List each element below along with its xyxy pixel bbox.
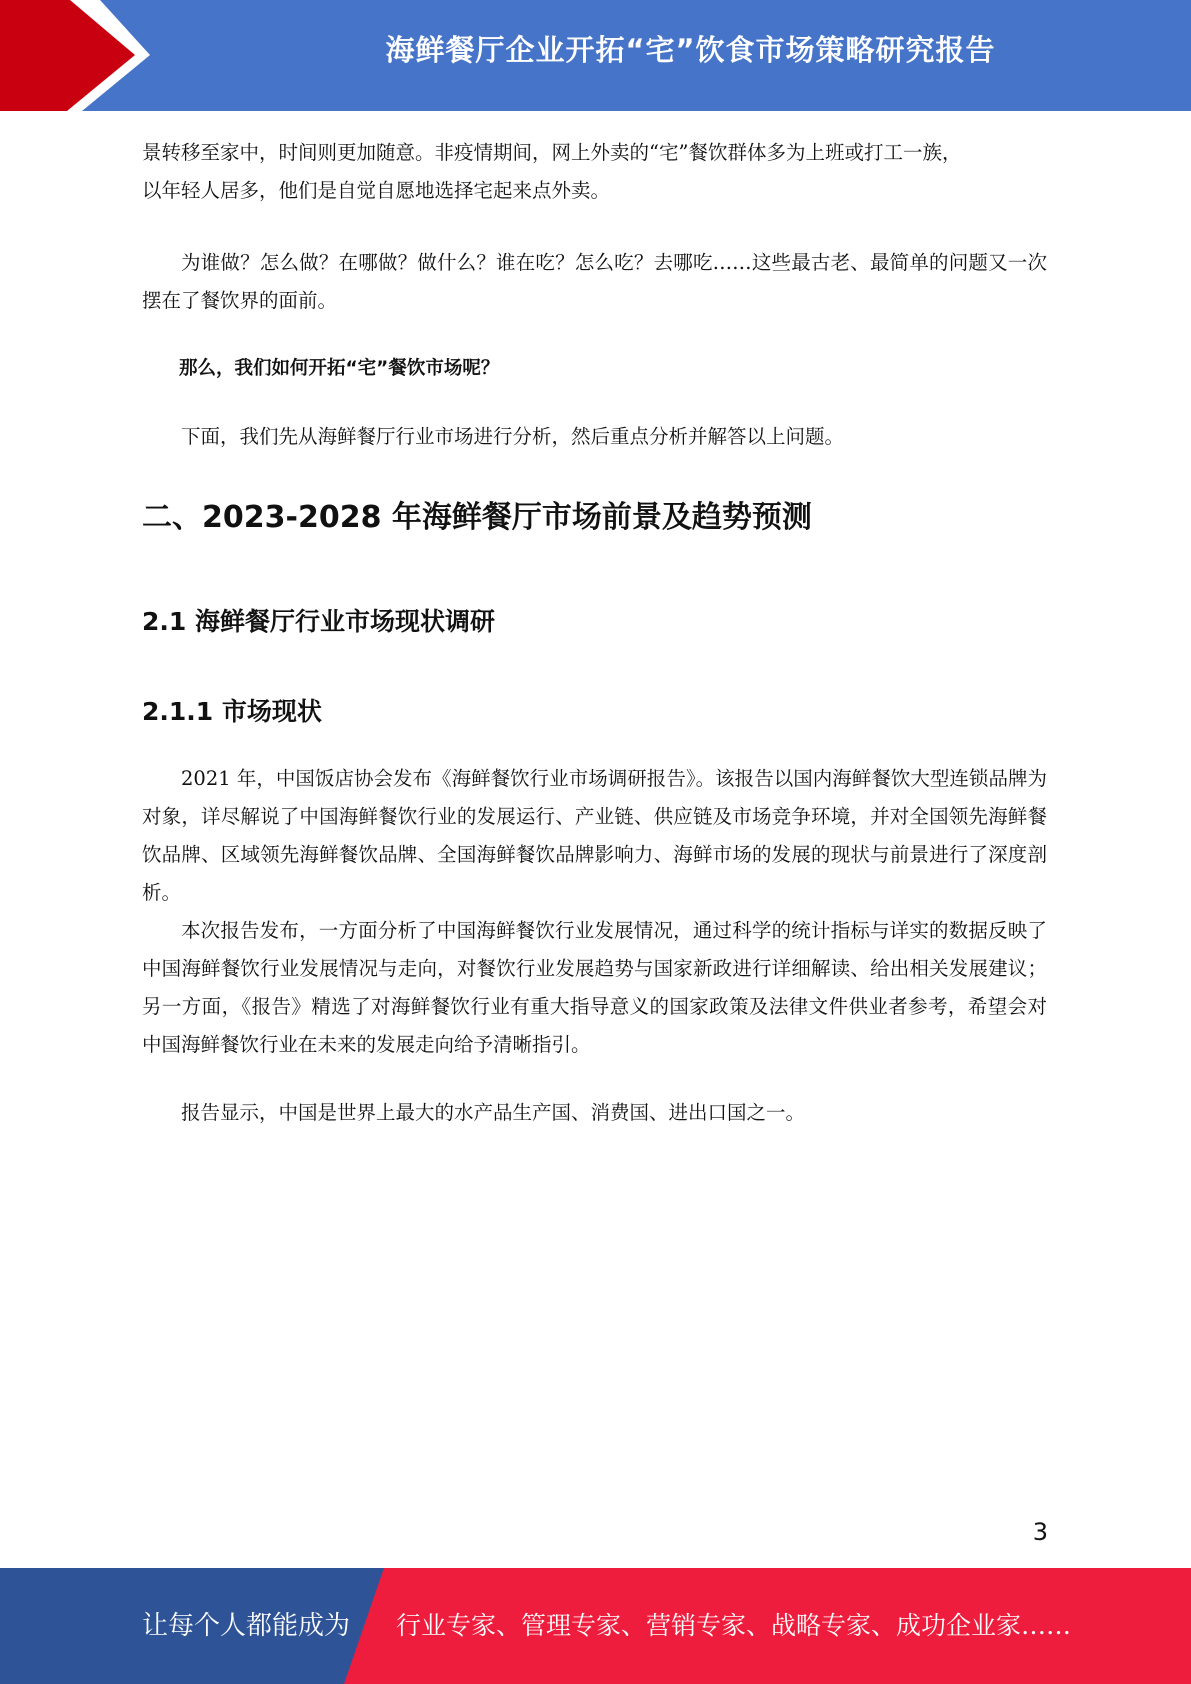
paragraph-report-finding: 报告显示，中国是世界上最大的水产品生产国、消费国、进出口国之一。: [181, 1101, 806, 1124]
paragraph-continued-line-2: 以年轻人居多，他们是自觉自愿地选择宅起来点外卖。: [142, 179, 611, 202]
footer-slogan-right: 行业专家、管理专家、营销专家、战略专家、成功企业家……: [396, 1611, 1072, 1640]
page-number: 3: [1032, 1518, 1048, 1546]
bold-question-line: 那么，我们如何开拓“宅”餐饮市场呢？: [179, 358, 500, 379]
paragraph-report-analysis: 本次报告发布，一方面分析了中国海鲜餐饮行业发展情况，通过科学的统计指标与详实的数据反映了中国海鲜餐饮行业发展情况与走向，对餐饮行业发展趋势与国家新政进行详细解读、给出相关发展建议；另一方面，《报告》精选了对海鲜餐饮行业有重大指导意义的国家政策及法律文件供业者参考，希望会对中国海鲜餐饮行业在未来的发展走向给予清晰指引。: [142, 919, 1047, 1056]
document-body: [142, 134, 1047, 1132]
paragraph-report-release: 2021 年，中国饭店协会发布《海鲜餐饮行业市场调研报告》。该报告以国内海鲜餐饮大型连锁品牌为对象，详尽解说了中国海鲜餐饮行业的发展运行、产业链、供应链及市场竞争环境，并对全国领先海鲜餐饮品牌、区域领先海鲜餐饮品牌、全国海鲜餐饮品牌影响力、海鲜市场的发展的现状与前景进行了深度剖析。: [142, 767, 1047, 904]
paragraph-intro-analysis: 下面，我们先从海鲜餐厅行业市场进行分析，然后重点分析并解答以上问题。: [181, 425, 845, 448]
page-header: [0, 0, 1191, 111]
paragraph-continued-line-1: 景转移至家中，时间则更加随意。非疫情期间，网上外卖的“宅”餐饮群体多为上班或打工一族，: [142, 141, 962, 164]
footer-slogan-left: 让每个人都能成为: [142, 1611, 351, 1641]
header-red-arrow-graphic: [0, 0, 160, 111]
section-heading: 二、2023-2028 年海鲜餐厅市场前景及趋势预测: [142, 500, 812, 535]
header-title: 海鲜餐厅企业开拓“宅”饮食市场策略研究报告: [385, 33, 996, 67]
subsubsection-heading: 2.1.1 市场现状: [142, 697, 322, 726]
subsection-heading: 2.1 海鲜餐厅行业市场现状调研: [142, 607, 495, 636]
paragraph-questions: 为谁做？怎么做？在哪做？做什么？谁在吃？怎么吃？去哪吃……这些最古老、最简单的问题又一次摆在了餐饮界的面前。: [142, 251, 1047, 312]
page-footer: [0, 1568, 1191, 1684]
